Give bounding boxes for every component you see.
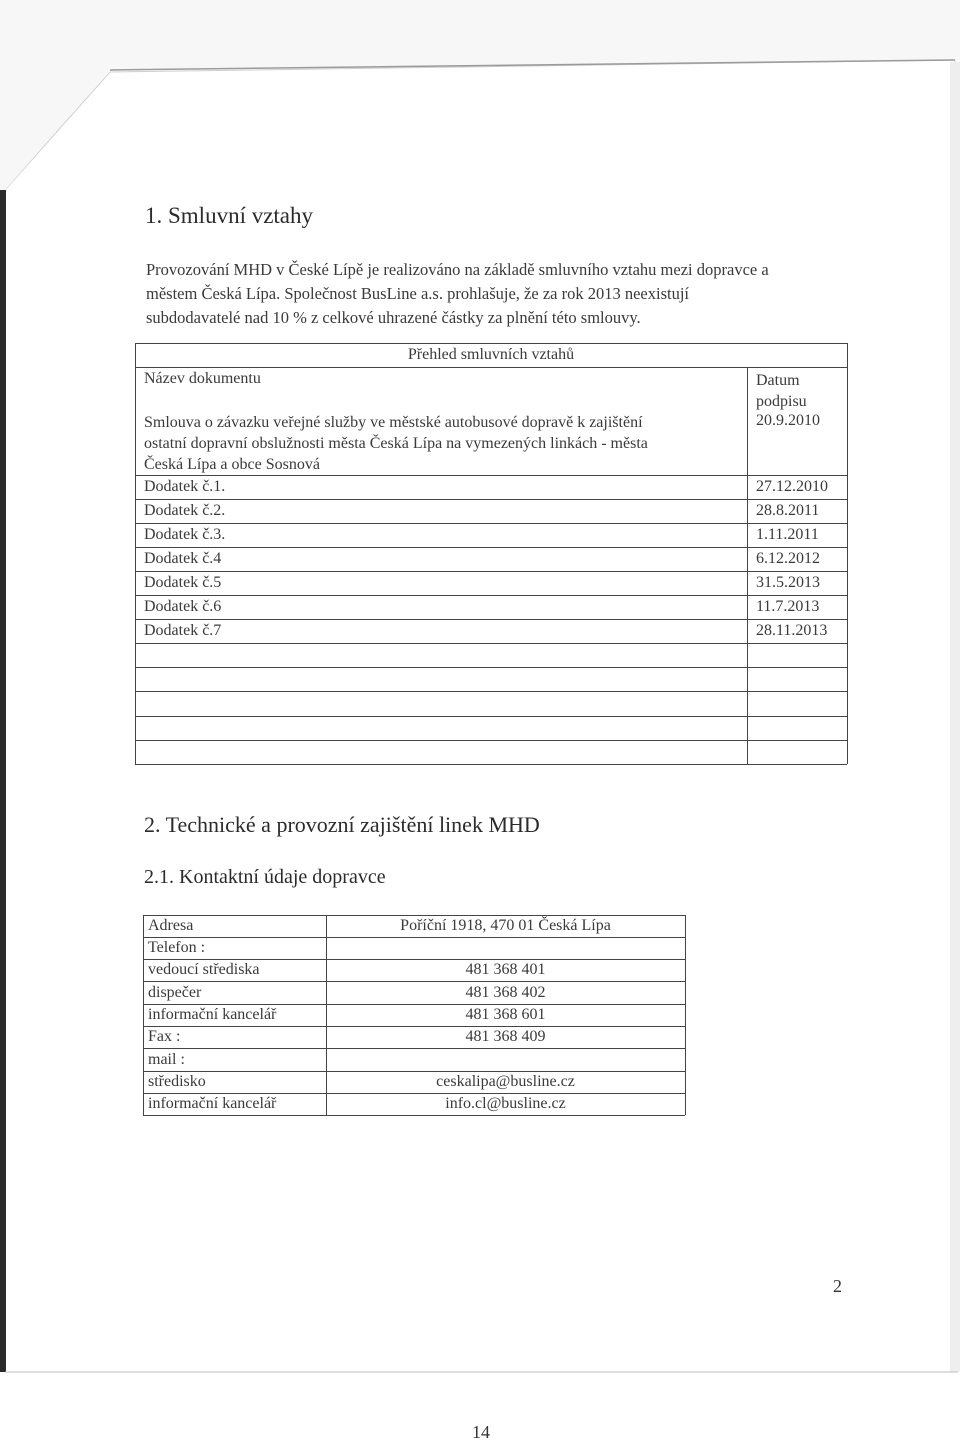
section-1-paragraph — [146, 258, 866, 330]
contact-value: ceskalipa@busline.cz — [436, 1073, 575, 1090]
table-row-date: 28.8.2011 — [756, 502, 820, 519]
outer-page-number: 14 — [472, 1422, 490, 1442]
table-row-date: 27.12.2010 — [756, 478, 828, 495]
contact-label: Fax : — [148, 1028, 181, 1045]
main-contract-date: 20.9.2010 — [756, 412, 820, 429]
table-row-name: Dodatek č.2. — [144, 502, 226, 519]
table-row-date: 31.5.2013 — [756, 574, 820, 591]
inner-page-number: 2 — [833, 1276, 842, 1296]
contracts-table-caption: Přehled smluvních vztahů — [407, 346, 575, 363]
contact-value: 481 368 409 — [465, 1028, 546, 1045]
contact-label: středisko — [148, 1073, 206, 1090]
section-1-heading: 1. Smluvní vztahy — [145, 203, 314, 228]
contact-label: informační kancelář — [148, 1006, 277, 1023]
contact-label: Telefon : — [148, 939, 206, 956]
table-row-date: 6.12.2012 — [756, 550, 820, 567]
contact-label: Adresa — [148, 917, 194, 934]
section-2-1-heading: 2.1. Kontaktní údaje dopravce — [144, 866, 386, 888]
table-row-date: 11.7.2013 — [756, 598, 820, 615]
contact-value: info.cl@busline.cz — [445, 1095, 566, 1112]
table-row-name: Dodatek č.3. — [144, 526, 226, 543]
contact-label: informační kancelář — [148, 1095, 277, 1112]
table-row-name: Dodatek č.7 — [144, 622, 222, 639]
contact-label: vedoucí střediska — [148, 961, 260, 978]
column-header-name: Název dokumentu — [144, 370, 261, 387]
column-header-date: Datum podpisu — [756, 372, 807, 410]
main-contract-name: Smlouva o závazku veřejné služby ve městské autobusové dopravě k zajištění ostatní dopravní obslužnosti města Česká Lípa na vymezených linkách - města Česká Lípa a obce Sosnová — [144, 414, 648, 473]
table-row-name: Dodatek č.5 — [144, 574, 222, 591]
table-row-date: 1.11.2011 — [756, 526, 819, 543]
contact-label: mail : — [148, 1051, 185, 1068]
paragraph-line: Provozování MHD v České Lípě je realizováno na základě smluvního vztahu mezi dopravce a — [146, 260, 769, 279]
contact-value: 481 368 402 — [465, 984, 546, 1001]
contact-label: dispečer — [148, 984, 202, 1001]
contact-value: Poříční 1918, 470 01 Česká Lípa — [400, 917, 611, 934]
contact-value: 481 368 601 — [465, 1006, 546, 1023]
table-row-name: Dodatek č.6 — [144, 598, 222, 615]
paragraph-line: městem Česká Lípa. Společnost BusLine a.s. prohlašuje, že za rok 2013 neexistují — [146, 284, 690, 303]
table-row-date: 28.11.2013 — [756, 622, 828, 639]
contact-value: 481 368 401 — [465, 961, 546, 978]
paragraph-line: subdodavatelé nad 10 % z celkové uhrazené částky za plnění této smlouvy. — [146, 308, 641, 327]
section-2-heading: 2. Technické a provozní zajištění linek MHD — [144, 812, 540, 837]
table-row-name: Dodatek č.1. — [144, 478, 226, 495]
table-row-name: Dodatek č.4 — [144, 550, 222, 567]
